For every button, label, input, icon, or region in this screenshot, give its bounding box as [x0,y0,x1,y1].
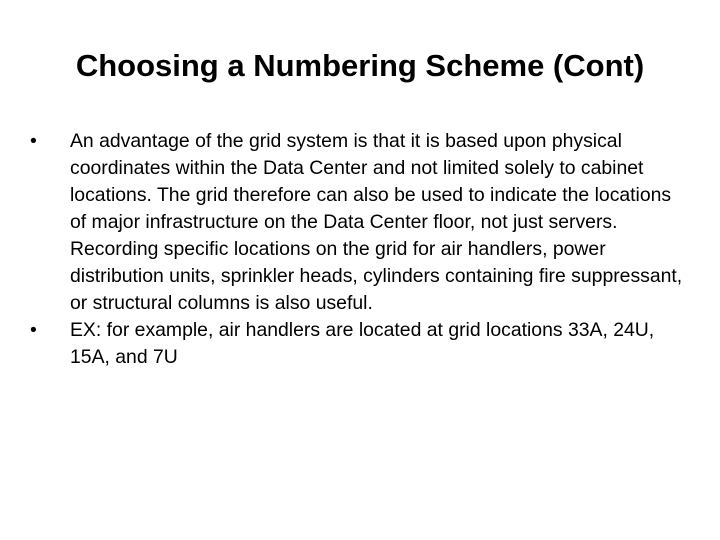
bullet-dot-icon: • [30,130,37,152]
bullet-text: EX: for example, air handlers are located at grid locations 33A, 24U, 15A, and 7U [70,319,655,368]
bullet-list [30,128,690,371]
bullet-item [30,317,690,371]
bullet-text: An advantage of the grid system is that it is based upon physical coordinates within the Data Center and not limited solely to cabinet locations. The grid therefore can also be used to indicate the locations of major infrastructure on the Data Center floor, not just servers. Recording specific locations on the grid for air handlers, power distribution units, sprinkler heads, cylinders containing fire suppressant, or structural columns is also useful. [70,130,683,314]
bullet-dot-icon: • [30,319,37,341]
slide-title: Choosing a Numbering Scheme (Cont) [75,48,645,83]
bullet-item [30,128,690,317]
